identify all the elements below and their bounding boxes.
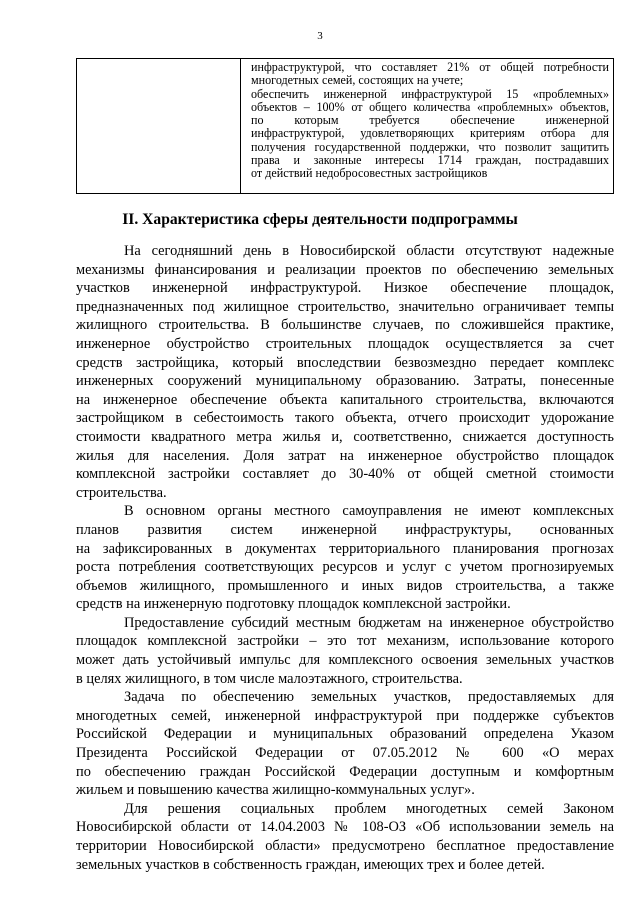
text-line: многодетных семей, инженерной инфраструктурой при поддержке субъектов: [76, 707, 614, 724]
text-line: строительства.: [76, 484, 167, 501]
text-line: жилья для населения. Доля затрат на инженерное обустройство площадок: [76, 447, 614, 464]
body-text: [76, 242, 614, 874]
page-number: 3: [317, 30, 323, 42]
section-heading: II. Характеристика сферы деятельности подпрограммы: [122, 211, 518, 228]
table-cell-line: обеспечить инженерной инфраструктурой 15 «проблемных»: [251, 86, 609, 101]
text-line: на инженерное обеспечение объекта капитального строительства, включаются: [76, 391, 614, 408]
table-cell-line: многодетных семей, состоящих на учете;: [251, 73, 464, 88]
text-line: объемов жилищного, промышленного и иных видов строительства, а также: [76, 577, 614, 594]
text-line: механизмы финансирования и реализации проектов по обеспечению земельных: [76, 261, 614, 278]
table-cell-line: от действий недобросовестных застройщиков: [251, 166, 488, 181]
paragraph: [76, 242, 614, 502]
text-line: предназначенных под жилищное строительство, значительно ограничивает темпы: [76, 298, 614, 315]
table-cell-line: по которым требуется обеспечение инженерной: [251, 113, 609, 128]
paragraph: [76, 688, 614, 800]
text-line: средств застройщика, который впоследствии безвозмездно передает комплекс: [76, 354, 614, 371]
table-cell-line: объектов – 100% от общего количества «проблемных» объектов,: [251, 99, 609, 114]
text-line: планов развития систем инженерной инфраструктуры, основанных: [76, 521, 614, 538]
table-cell-line: права и законные интересы 1714 граждан, пострадавших: [251, 153, 609, 168]
text-line: земельных участков в собственность граждан, имеющих трех и более детей.: [76, 856, 545, 873]
text-line: средств на инженерную подготовку площадок комплексной застройки.: [76, 596, 511, 613]
text-line: стоимости квадратного метра жилья и, соответственно, снижается доступность: [76, 428, 614, 445]
text-line: Российской Федерации и муниципальных образований определена Указом: [76, 726, 614, 743]
text-line: по обеспечению граждан Российской Федерации доступным и комфортным: [76, 763, 614, 780]
text-line: площадок комплексной застройки – это тот механизм, использование которого: [76, 633, 614, 650]
paragraph: [76, 614, 614, 688]
text-line: На сегодняшний день в Новосибирской области отсутствуют надежные: [124, 243, 614, 259]
text-line: Задача по обеспечению земельных участков, предоставляемых для: [124, 689, 614, 706]
text-line: В основном органы местного самоуправления не имеют комплексных: [124, 503, 614, 520]
text-line: может дать устойчивый импульс для комплексного освоения земельных участков: [76, 652, 614, 669]
continuation-table: [76, 58, 614, 194]
text-line: в целях жилищного, в том числе малоэтажного, строительства.: [76, 670, 463, 687]
text-line: Новосибирской области от 14.04.2003 № 108-ОЗ «Об использовании земель на: [76, 819, 614, 836]
text-line: инженерное обустройство строительных площадок осуществляется за счет: [76, 335, 614, 352]
table-left-cell: [77, 59, 241, 193]
text-line: Предоставление субсидий местным бюджетам на инженерное обустройство: [124, 614, 614, 631]
paragraph: [76, 800, 614, 874]
text-line: инженерных сооружений муниципальному образованию. Затраты, понесенные: [76, 373, 614, 390]
table-cell-line: получения государственной поддержки, что позволит защитить: [251, 139, 609, 154]
text-line: Для решения социальных проблем многодетных семей Законом: [124, 800, 614, 817]
text-line: комплексной застройки составляет до 30-40% от общей сметной стоимости: [76, 466, 614, 483]
text-line: жилищного строительства. В большинстве случаев, по сложившейся практике,: [76, 317, 614, 334]
text-line: территории Новосибирской области» предусмотрено бесплатное предоставление: [76, 838, 614, 854]
table-right-cell: [241, 59, 613, 193]
text-line: Президента Российской Федерации от 07.05.2012 № 600 «О мерах: [76, 745, 614, 762]
table-cell-line: инфраструктурой, удовлетворяющих критериям отбора для: [251, 126, 609, 141]
table-cell-line: инфраструктурой, что составляет 21% от общей потребности: [251, 60, 609, 74]
paragraph: [76, 502, 614, 614]
text-line: участков инженерной инфраструктурой. Низкое обеспечение площадок,: [76, 280, 614, 297]
text-line: роста потребления соответствующих ресурсов и услуг с учетом прогнозируемых: [76, 559, 614, 576]
text-line: жильем и повышению качества жилищно-коммунальных услуг».: [76, 782, 475, 799]
text-line: на зафиксированных в документах территориального планирования прогнозах: [76, 540, 614, 557]
text-line: застройщиком в себестоимость такого объекта, отчего происходит удорожание: [76, 410, 614, 427]
